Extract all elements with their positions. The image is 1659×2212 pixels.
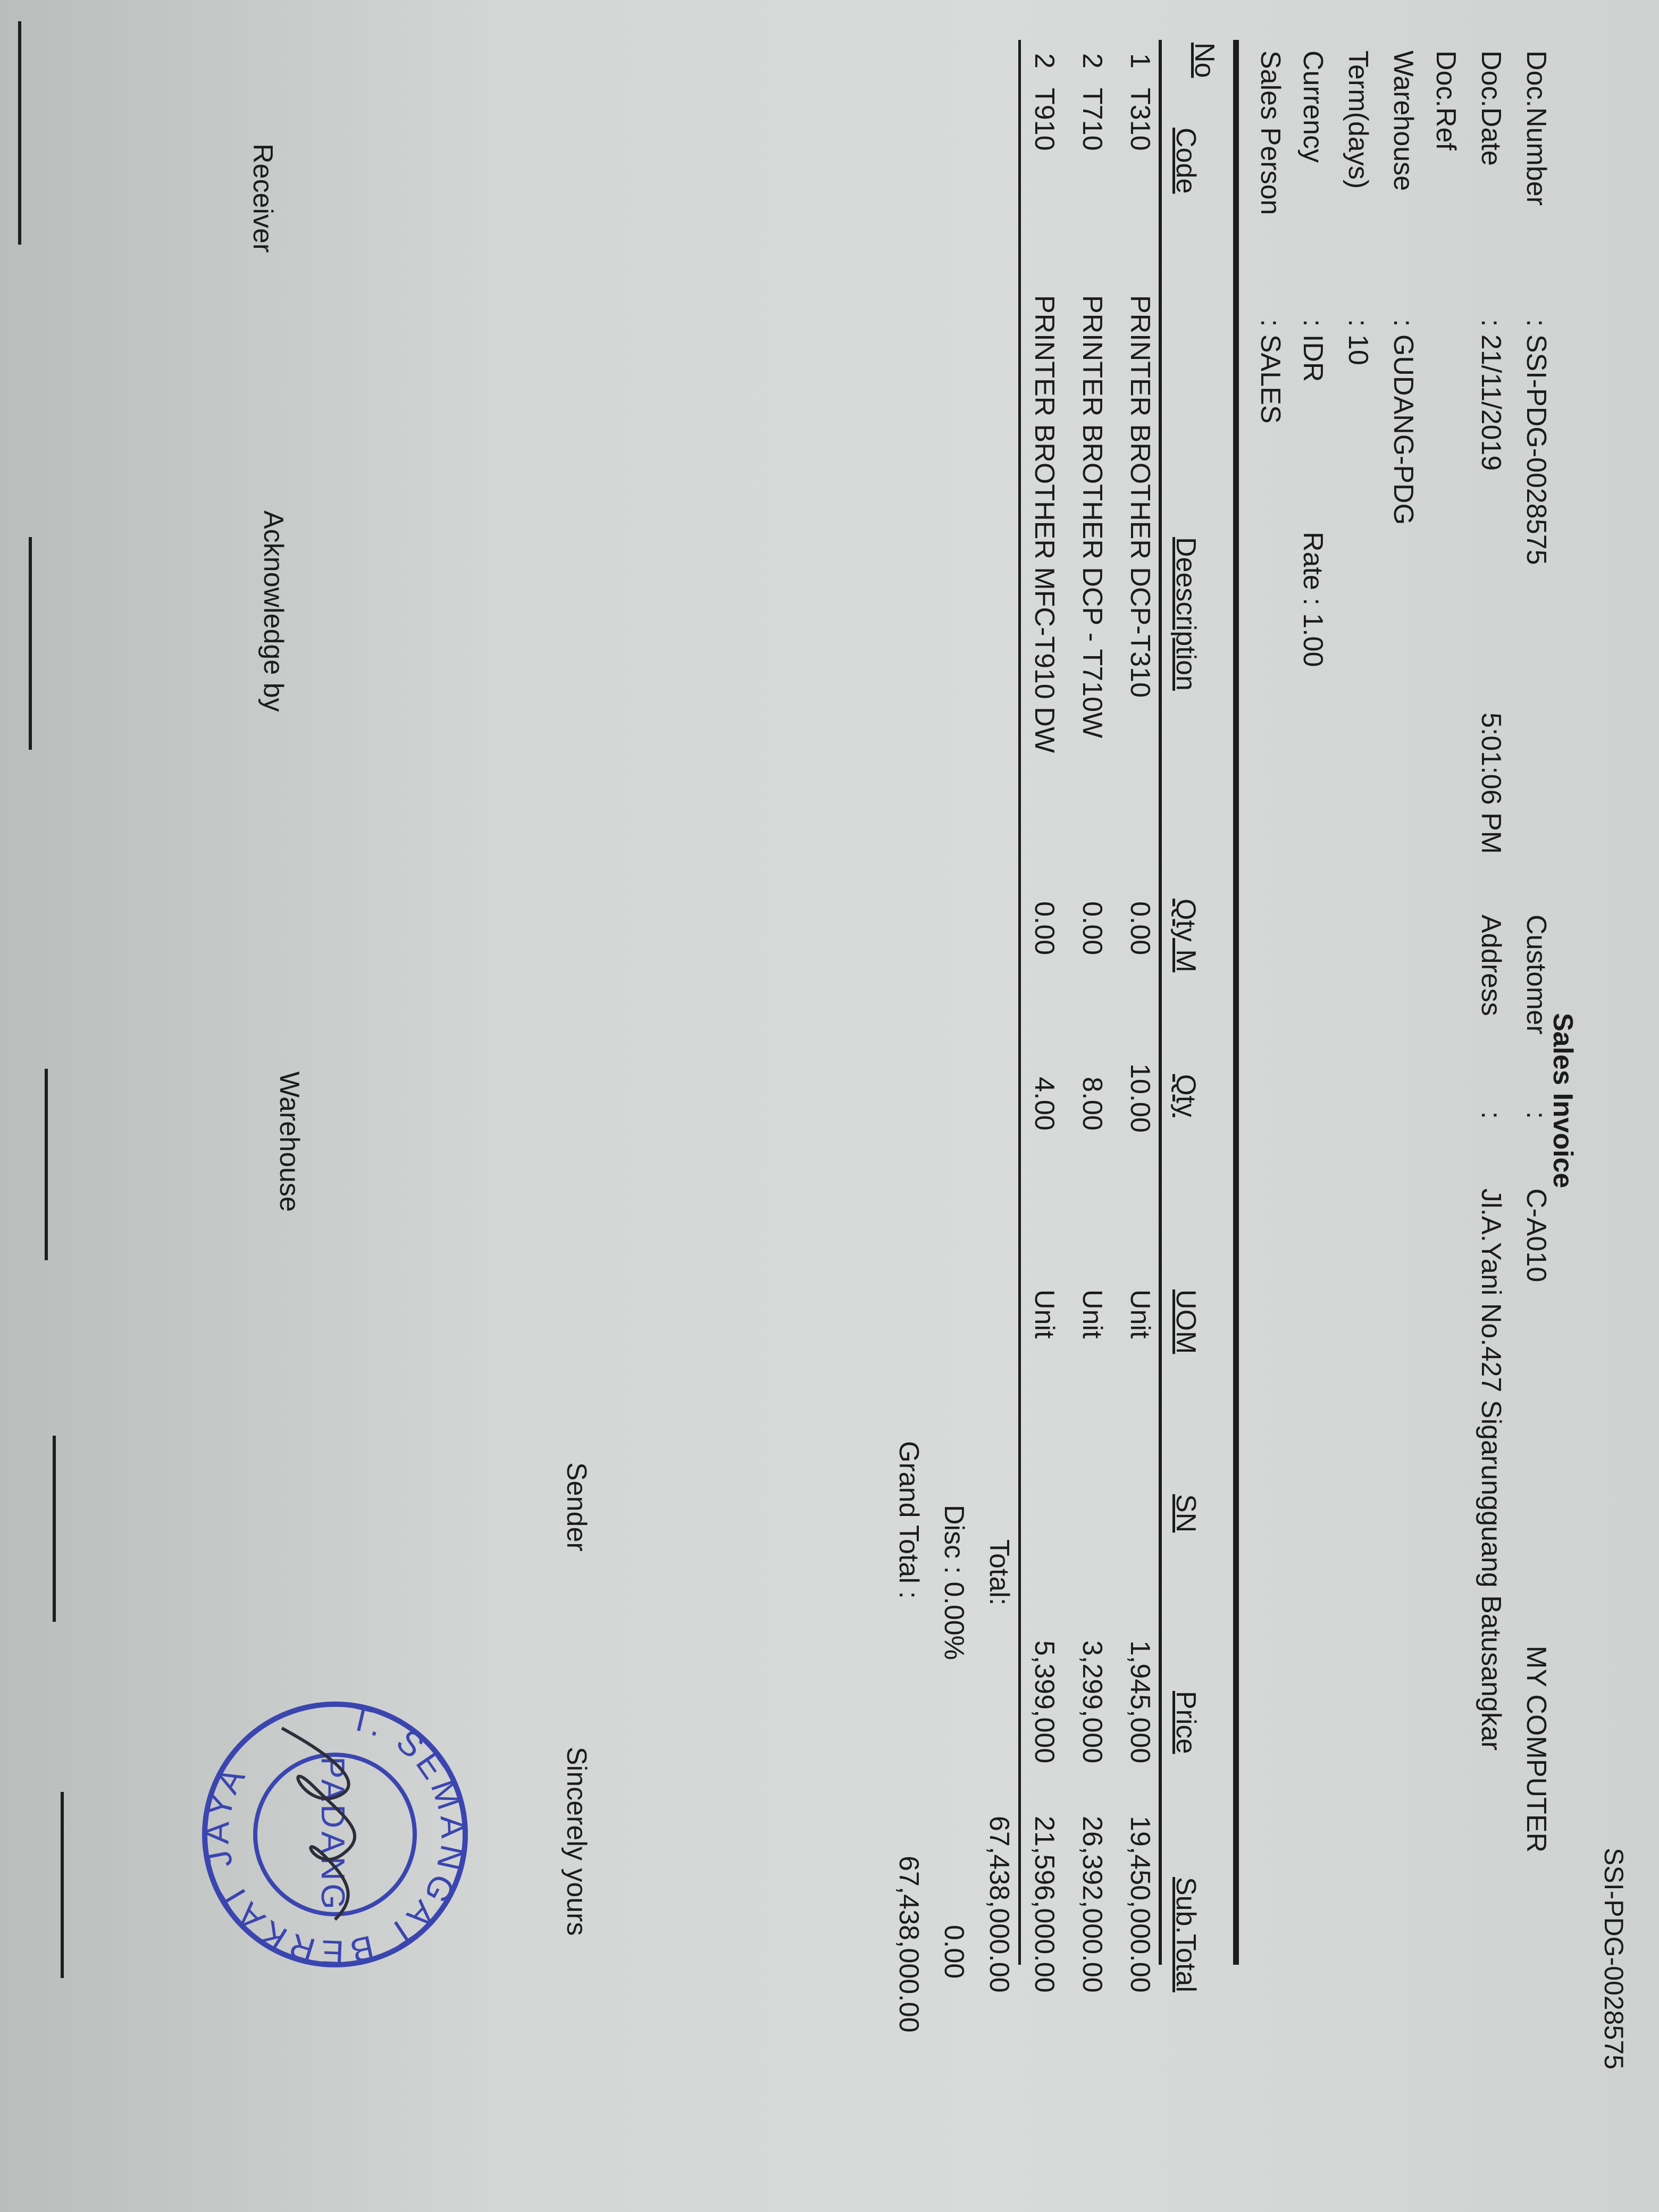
cell-price: 5,399,000 <box>1029 1640 1060 1764</box>
signature-line-sender <box>53 1436 56 1622</box>
cell-uom: Unit <box>1125 1289 1155 1339</box>
col-header-sn: SN <box>1170 1494 1201 1533</box>
cell-uom: Unit <box>1077 1289 1108 1339</box>
field-value: : IDR <box>1297 319 1328 382</box>
cell-price: 1,945,000 <box>1125 1640 1155 1764</box>
cell-subtotal: 21,596,000.00 <box>1029 1816 1060 1993</box>
discount-label-visible: Disc : 0.00% <box>939 1505 969 1660</box>
col-header-price: Price <box>1170 1691 1201 1754</box>
customer-colon: : <box>1521 1111 1552 1119</box>
col-header-qty: Qty <box>1170 1074 1201 1117</box>
address-colon: : <box>1476 1111 1506 1119</box>
cell-qty: 10.00 <box>1125 1063 1155 1133</box>
field-value: : SSI-PDG-0028575 <box>1521 319 1552 565</box>
table-header-rule <box>1159 40 1162 1965</box>
address-label: Address <box>1476 915 1506 1016</box>
cell-code: T910 <box>1029 88 1060 151</box>
page-title: Sales Invoice <box>1547 1013 1578 1188</box>
sender-label: Sender <box>561 1462 592 1552</box>
exchange-rate: Rate : 1.00 <box>1297 532 1328 667</box>
signature-line-warehouse <box>45 1069 48 1260</box>
grand-total-value: 67,438,000.00 <box>893 1856 924 2033</box>
field-label: Term(days) <box>1343 51 1373 189</box>
signature-line-acknowledge <box>29 537 32 750</box>
doc-id-header: SSI-PDG-0028575 <box>1599 1848 1629 2069</box>
company-name: MY COMPUTER <box>1521 1646 1552 1853</box>
field-value: : SALES <box>1255 319 1286 424</box>
cell-price: 3,299,000 <box>1077 1640 1108 1764</box>
doc-time: 5:01:06 PM <box>1476 713 1506 854</box>
discount-value: 0.00 <box>939 1925 969 1979</box>
cell-description: PRINTER BROTHER DCP-T310 <box>1125 295 1155 698</box>
field-label: Doc.Date <box>1476 51 1506 166</box>
cell-code: T710 <box>1077 88 1108 151</box>
table-top-rule <box>1233 40 1239 1965</box>
company-stamp <box>197 1696 473 1973</box>
cell-subtotal: 26,392,000.00 <box>1077 1816 1108 1993</box>
cell-qty: 8.00 <box>1077 1077 1108 1131</box>
table-bottom-rule <box>1018 40 1021 1965</box>
col-header-no: No <box>1189 43 1220 78</box>
signature-line-receiver <box>18 21 21 245</box>
cell-subtotal: 19,450,000.00 <box>1125 1816 1155 1993</box>
cell-no: 1 <box>1125 53 1155 69</box>
cell-code: T310 <box>1125 88 1155 151</box>
stamp-seal-icon <box>198 1698 473 1972</box>
customer-label: Customer <box>1521 915 1552 1035</box>
field-value: : GUDANG-PDG <box>1388 319 1419 525</box>
field-label: Doc.Number <box>1521 51 1552 206</box>
cell-no: 2 <box>1077 53 1108 69</box>
total-value: 67,438,000.00 <box>984 1816 1015 1993</box>
col-header-subtotal: Sub.Total <box>1170 1877 1201 1992</box>
stamp-ring-text: T. SEMANGAT BERKAT JAYA <box>197 1698 473 1972</box>
sincerely-label: Sincerely yours <box>561 1747 592 1936</box>
grand-total-label: Grand Total : <box>893 1441 924 1599</box>
col-header-description: Deescription <box>1170 537 1201 691</box>
warehouse-label: Warehouse <box>274 1071 305 1212</box>
field-label: Warehouse <box>1388 51 1419 191</box>
col-header-qty-m: Qty M <box>1170 899 1201 973</box>
cell-description: PRINTER BROTHER MFC-T910 DW <box>1029 295 1060 753</box>
address-value: Jl.A.Yani No.427 Sigarungguang Batusangkar <box>1476 1188 1506 1751</box>
receiver-label: Receiver <box>247 144 278 253</box>
col-header-uom: UOM <box>1170 1289 1201 1354</box>
field-value: : 21/11/2019 <box>1476 319 1506 471</box>
cell-qty-m: 0.00 <box>1029 901 1060 956</box>
cell-uom: Unit <box>1029 1289 1060 1339</box>
cell-qty-m: 0.00 <box>1125 901 1155 956</box>
field-label: Sales Person <box>1255 51 1286 215</box>
signature-line-sincerely <box>61 1792 64 1978</box>
acknowledge-label: Acknowledge by <box>258 510 289 712</box>
total-label-visible: Total: <box>984 1539 1015 1606</box>
cell-qty-m: 0.00 <box>1077 901 1108 956</box>
field-label: Doc.Ref <box>1430 51 1461 150</box>
cell-description: PRINTER BROTHER DCP - T710W <box>1077 295 1108 739</box>
col-header-code: Code <box>1170 128 1201 194</box>
customer-value: C-A010 <box>1521 1188 1552 1283</box>
stamp-center-text: PADANG <box>314 1756 351 1913</box>
cell-no: 2 <box>1029 53 1060 69</box>
field-value: : 10 <box>1343 319 1373 365</box>
field-label: Currency <box>1297 51 1328 163</box>
cell-qty: 4.00 <box>1029 1077 1060 1131</box>
